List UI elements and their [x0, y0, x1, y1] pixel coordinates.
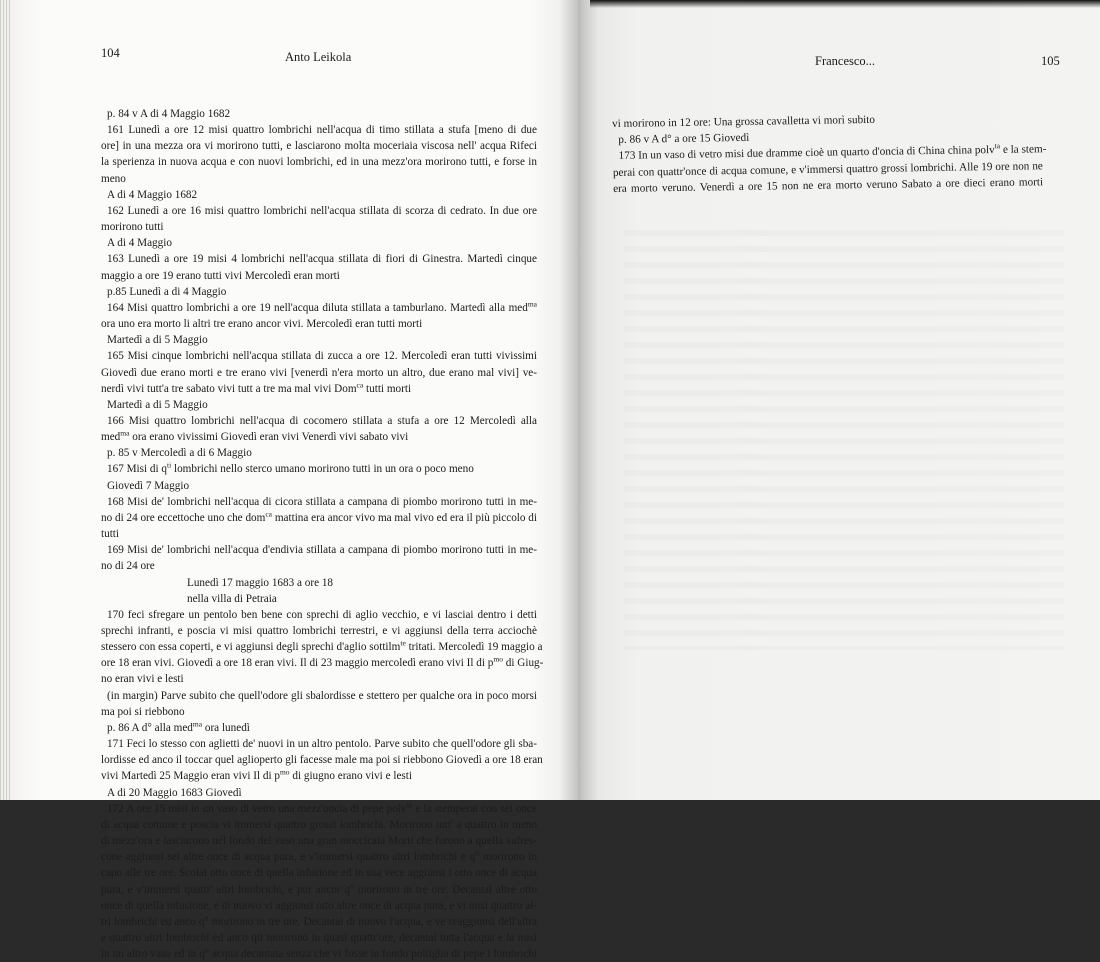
text-line: di mezz'ora e lasciarono nel fondo del vaso una gran moccicaia Morti che furono a quella vafres- [101, 835, 537, 848]
text-line: Martedì a di 5 Maggio [107, 334, 208, 347]
right-page-number: 105 [1041, 54, 1060, 68]
text-line: 165 Misi cinque lombrichi nell'acqua stillata di zucca a ore 12. Mercoledì eran tutti vivissimi [107, 350, 537, 363]
text-line: nerdì vivi tutt'a tre sabato vivi tutt a tre ma mal vivi Dom$^{ca}$ tutti morti [101, 379, 412, 395]
text-line: ore 18 eran vivi. Giovedì a ore 18 eran vivi. Il di 23 maggio mercoledì erano vivi Il di $p^{mo}$ di Giug- [101, 654, 544, 670]
text-line: A di 20 Maggio 1683 Giovedì [107, 786, 242, 799]
text-line: perai con quattr'once di acqua comune, e v'immersi quattro grossi lombrichi. Alle 19 ore non ne [612, 159, 1043, 179]
text-line: 170 feci sfregare un pentolo ben bene con sprechi di aglio vecchio, e vi lasciai dentro i detti [107, 608, 537, 621]
text-line: 164 Misi quattro lombrichi a ore 19 nell'acqua diluta stillata a tamburlano. Martedì alla med$^{ma}$ [107, 299, 537, 314]
text-line: 169 Misi de' lombrichi nell'acqua d'endivia stillata a campana di piombo morirono tutti in me- [107, 544, 537, 557]
text-line: 173 In un vaso di vetro misi due dramme cioè un quarto d'oncia di China china polv$^{ta}$ e la stem- [618, 141, 1047, 163]
right-running-head: Francesco... [815, 54, 876, 68]
text-line: 161 Lunedì a ore 12 misi quattro lombrichi nell'acqua di timo stillata a stufa [meno di due [107, 124, 537, 137]
text-line: la sperienza in nuova acqua e con nuovi lombrichi, ed in una mezz'ora morirono tutti, e forse in [101, 156, 537, 169]
text-line: p.85 Lunedì a di 4 Maggio [107, 285, 227, 298]
text-line: ore] in una mezza ora vi morirono tutti, e lasciarono molta moceriaia viscosa nell' acqua Rifeci [101, 140, 537, 153]
text-line: p. 84 v A di 4 Maggio 1682 [107, 108, 231, 120]
text-line: vivi Martedì 25 Maggio eran vivi Il di $p^{mo}$ di giugno erano vivi e lesti [101, 767, 412, 783]
text-line: Giovedì 7 Maggio [107, 479, 190, 492]
right-body-text [612, 109, 1047, 197]
text-line: ora uno era morto li altri tre erano ancor vivi. Mercoledì eran tutti morti [101, 318, 423, 331]
text-line: 171 Feci lo stesso con aglietti de' nuovi in un altro pentolo. Parve subito che quell'odore gli sba- [107, 738, 537, 751]
page-edges [0, 0, 10, 800]
text-line: morirono tutti [101, 221, 164, 234]
text-line: capo alle tre ore. Scolai otto once di quella infusione ed in sua vece aggiunsi i otto once di acqua [101, 867, 537, 880]
left-running-head: Anto Leikola [285, 50, 352, 64]
text-line: in un altro vaso ed in $q^l'$ acqua decantata senza che vi fosse in fondo poltiglia di pepe i lombrichi [101, 945, 537, 961]
text-line: A di 4 Maggio [107, 237, 172, 250]
left-page-number: 104 [101, 46, 120, 60]
text-line: Giovedì due erano morti e tre erano vivi [venerdì n'era morto un altro, due erano mal vivi] ve- [101, 366, 537, 379]
text-line: 166 Misi quattro lombrichi nell'acqua di cocomero stillata a stufa a ore 12 Mercoledì alla [107, 414, 537, 427]
text-line: 168 Misi de' lombrichi nell'acqua di cicora stillata a campana di piombo morirono tutti in me- [107, 495, 537, 508]
text-line: Martedì a di 5 Maggio [107, 398, 208, 411]
text-line: pura, e v'immersi quattr' altri lombrichi, e pur ancor $q^{ti}$ morirono in tre ore. Decantai altre otto [101, 880, 538, 896]
text-line: no di 24 ore eccettoche uno che dom$^{ca}$ mattina era ancor vivo ma mal vivo ed era il più piccolo di [101, 509, 538, 524]
text-line: tri lombrichi ed anco $q^{ti}$ morirono in tre ore. Decantai di nuovo l'acqua, e ve reaggiunsi dell'altra [101, 913, 537, 928]
text-line: p. 86 v A d° a ore 15 Giovedì [618, 132, 750, 147]
text-line: Lunedì 17 maggio 1683 a ore 18 [187, 576, 334, 589]
book-gutter [560, 0, 600, 800]
text-line: meno [101, 172, 126, 185]
text-line: (in margin) Parve subito che quell'odore gli sbalordisse e stettero per qualche ora in poco morsi [107, 689, 537, 702]
text-line: sprechi infranti, e poscia vi misi quattro lombrichi terrestri, e vi aggiunsi della terra acciochè [101, 625, 537, 637]
text-line: no di 24 ore [101, 560, 155, 573]
text-line: vi morirono in 12 ore: Una grossa cavalletta vi morì subito [612, 113, 876, 130]
text-line: 163 Lunedì a ore 19 misi 4 lombrichi nell'acqua stillata di fiori di Ginestra. Martedì cinque [107, 253, 537, 266]
text-line: med$^{ma}$ ora erano vivissimi Giovedì eran vivi Venerdì vivi sabato vivi [101, 428, 409, 444]
left-body-text [101, 106, 544, 962]
text-line: once di quella infusione, e di nuovo vi aggiunsi otto altre once di acqua pura, e vi misi quattro al- [101, 899, 537, 912]
scan-shadow [590, 0, 1100, 8]
text-line: no eran vivi e lesti [101, 673, 184, 686]
text-line: lordisse ed anco il toccar quel aglioperto gli facesse male ma poi si riebbono Giovedì a ore 18 eran [101, 754, 543, 767]
text-line: era morto veruno. Venerdì a ore 15 non ne era morto veruno Sabato a ore dieci erano morti [613, 176, 1044, 195]
text-line: di acqua comune e poscia vi immersi quattro grossi lombrichi. Morirono tutt' a quattro in meno [101, 818, 537, 831]
text-line: 162 Lunedì a ore 16 misi quattro lombrichi nell'acqua stillata di scorza di cedrato. In due ore [107, 204, 537, 217]
text-line: p. 85 v Mercoledì a di 6 Maggio [107, 447, 252, 460]
text-line: maggio a ore 19 erano tutti vivi Mercoledì eran morti [101, 269, 340, 282]
show-through-text [624, 230, 1064, 650]
text-line: ma poi si riebbono [101, 705, 185, 718]
text-line: tutti [101, 528, 120, 541]
text-line: cone aggiunsi sei altre once di acqua pura, e v'immersi quattro altri lombrichi e $q^{ti}$ morirono in [101, 848, 537, 864]
text-line: A di 4 Maggio 1682 [107, 188, 198, 201]
text-line: stessero con essa coperti, e vi aggiunsi degli sprechi d'aglio sottilm$^{te}$ tritati. Mercoledì 19 maggio a [101, 638, 543, 654]
text-line: p. 86 A d° alla med$^{ma}$ ora lunedì [107, 719, 250, 734]
text-line: nella villa di Petraia [187, 592, 277, 605]
text-line: e quattro altri lombrichi ed anco qti morirono in quasi quattr'ore, decantai tutta l'acqua e la misi [101, 931, 537, 944]
text-line: 172 A ore 15 misi in un vaso di vetro una mezz'oncia di pepe polv$^{to}$ e la stemperai con sei once [107, 799, 537, 815]
text-line: 167 Misi di $q^{ti}$ lombrichi nello sterco umano morirono tutti in un ora o poco meno [107, 460, 474, 476]
